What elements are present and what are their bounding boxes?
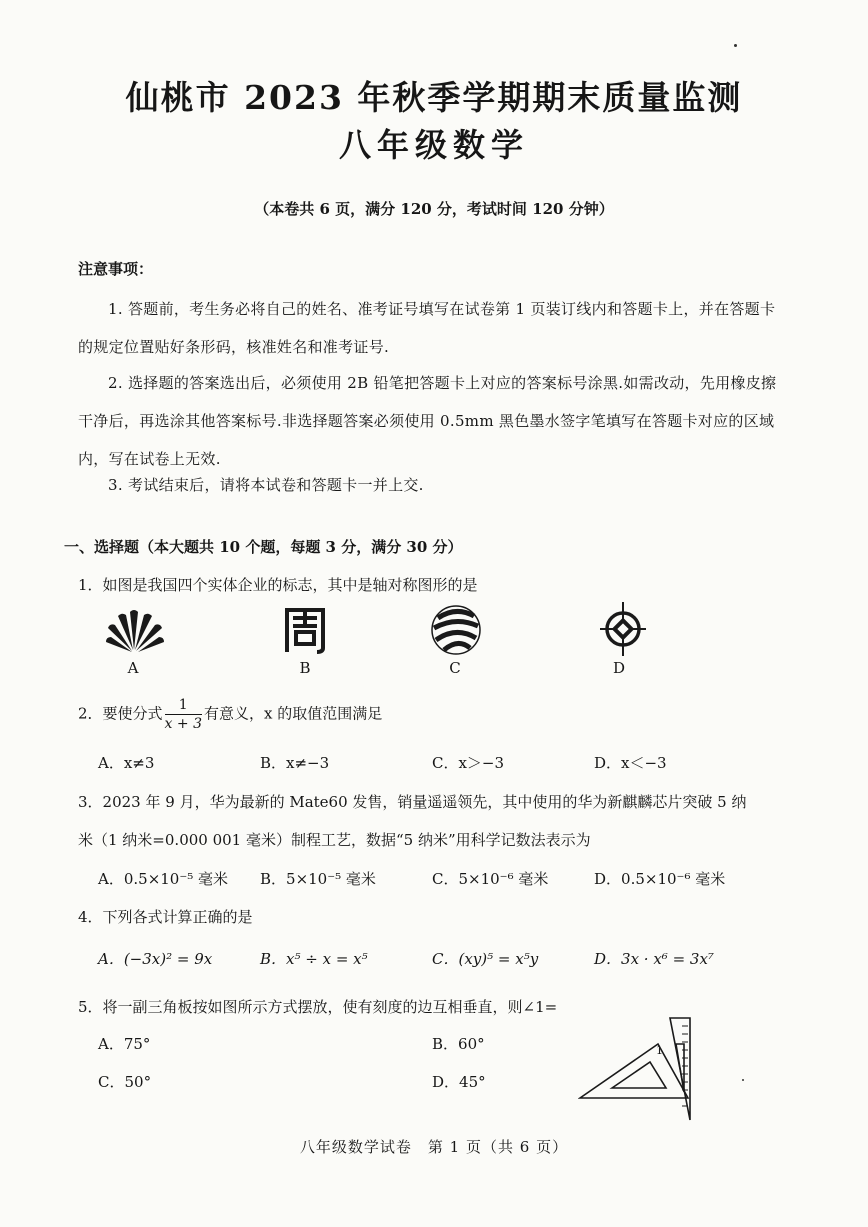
scan-speck [742, 1079, 744, 1081]
q2-stem-post: 有意义，x 的取值范围满足 [203, 704, 383, 723]
q3-option-d: D．0.5×10⁻⁶ 毫米 [594, 870, 726, 888]
exam-info: （本卷共 6 页，满分 120 分，考试时间 120 分钟） [254, 200, 614, 218]
angle-1-label: 1 [656, 1044, 663, 1057]
q3-stem-line1: 3．2023 年 9 月，华为最新的 Mate60 发售，销量遥遥领先，其中使用的华为新麒麟芯片突破 5 纳 [78, 793, 747, 811]
q2-fraction-denominator: x + 3 [164, 716, 202, 732]
q4-option-a: A．(−3x)² = 9x [98, 950, 213, 968]
huawei-logo-icon [105, 608, 165, 652]
notice-item-1: 1. 答题前，考生务必将自己的姓名、准考证号填写在试卷第 1 页装订线内和答题卡上，并在答题卡的规定位置贴好条形码，核准姓名和准考证号. [78, 300, 776, 356]
q1-stem: 1．如图是我国四个实体企业的标志，其中是轴对称图形的是 [78, 576, 478, 594]
q3-option-b: B．5×10⁻⁵ 毫米 [260, 870, 376, 888]
q5-option-c: C．50° [98, 1073, 152, 1091]
q3-option-c: C．5×10⁻⁶ 毫米 [432, 870, 549, 888]
china-mobile-logo-icon [430, 604, 482, 656]
logo-b-icon [283, 606, 327, 654]
q2-option-a: A．x≠3 [98, 754, 155, 772]
q4-option-c: C．(xy)⁵ = x⁵y [432, 950, 539, 968]
q5-option-a: A．75° [98, 1035, 151, 1053]
notice-item-2: 2. 选择题的答案选出后，必须使用 2B 铅笔把答题卡上对应的答案标号涂黑.如需改动，先用橡皮擦干净后，再选涂其他答案标号.非选择题答案必须使用 0.5mm 黑色墨水签字笔填写在答题卡对应的区域内，写在试卷上无效. [78, 374, 777, 468]
exam-subject: 八年级数学 [338, 126, 529, 164]
q5-stem: 5．将一副三角板按如图所示方式摆放，使有刻度的边互相垂直，则∠1= [78, 998, 558, 1016]
section1-heading: 一、选择题（本大题共 10 个题，每题 3 分，满分 30 分） [64, 538, 463, 556]
page-footer: 八年级数学试卷 第 1 页（共 6 页） [299, 1138, 569, 1156]
notice-item-3: 3. 考试结束后，请将本试卷和答题卡一并上交. [108, 476, 424, 494]
q4-option-b: B．x⁵ ÷ x = x⁵ [260, 950, 368, 968]
q2-option-b: B．x≠−3 [260, 754, 330, 772]
q1-option-c-label: C [449, 659, 461, 677]
q2-stem [78, 696, 382, 733]
scan-speck [734, 44, 737, 47]
q4-stem: 4．下列各式计算正确的是 [78, 908, 253, 926]
q1-option-d-label: D [612, 659, 626, 677]
q1-option-b-label: B [299, 659, 311, 677]
set-squares-figure [578, 1014, 696, 1122]
q4-option-d: D．3x · x⁶ = 3x⁷ [594, 950, 714, 968]
notice-heading: 注意事项： [78, 260, 154, 278]
logo-d-icon [600, 602, 646, 656]
q5-option-b: B．60° [432, 1035, 485, 1053]
q2-option-d: D．x＜−3 [594, 754, 667, 772]
q3-option-a: A．0.5×10⁻⁵ 毫米 [98, 870, 229, 888]
q1-option-a-label: A [127, 659, 139, 677]
q2-fraction-numerator: 1 [165, 696, 202, 715]
q2-stem-pre: 2．要使分式 [78, 704, 163, 723]
q3-stem-line2: 米（1 纳米=0.000 001 毫米）制程工艺，数据“5 纳米”用科学记数法表示为 [78, 831, 591, 849]
q2-fraction [165, 696, 202, 733]
exam-title: 仙桃市 2023 年秋季学期期末质量监测 [125, 78, 743, 117]
q2-option-c: C．x＞−3 [432, 754, 505, 772]
q5-option-d: D．45° [432, 1073, 486, 1091]
